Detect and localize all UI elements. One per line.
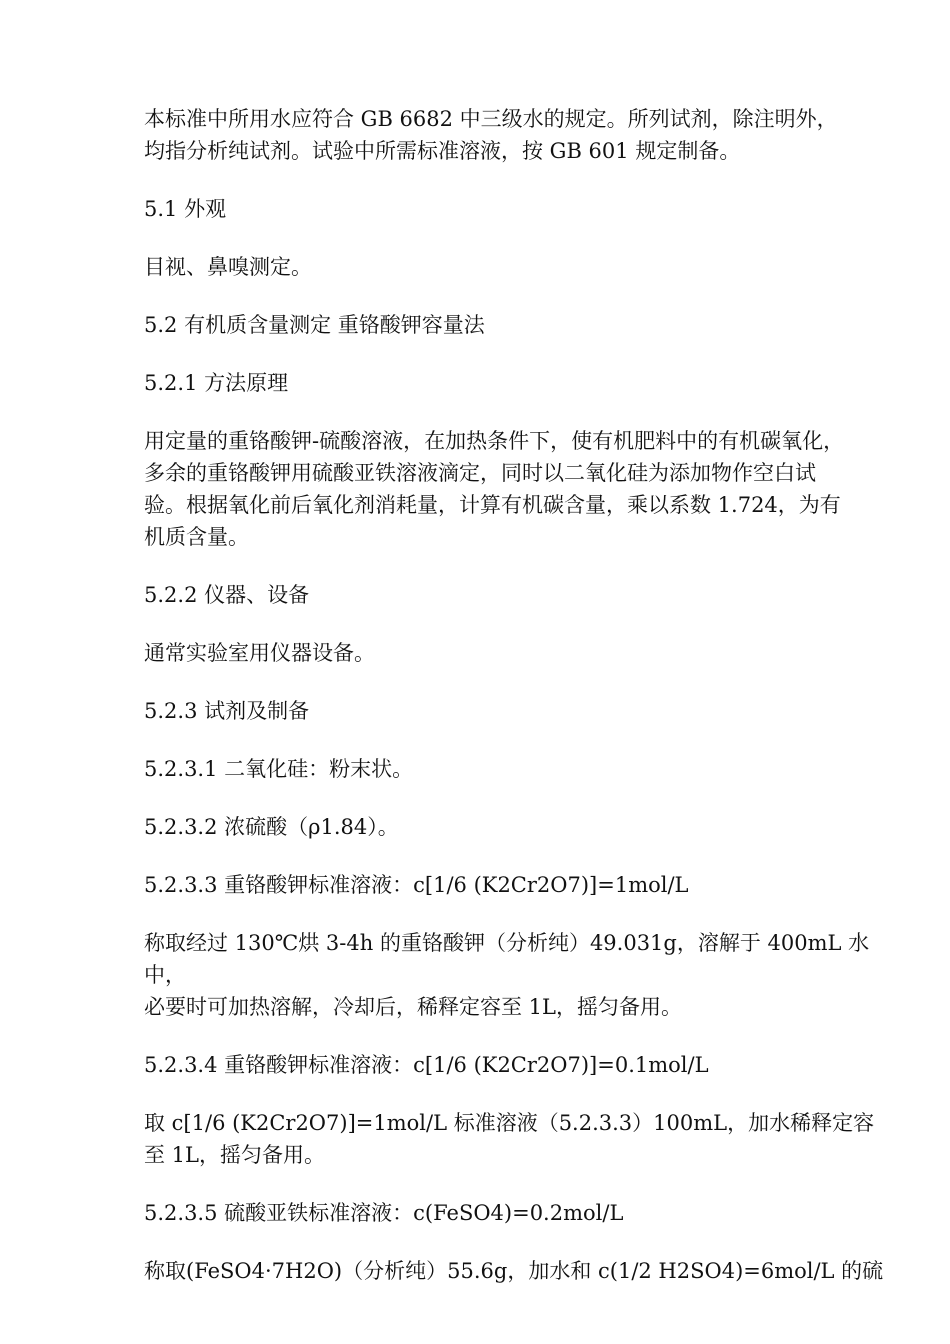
document-body xyxy=(144,103,904,1313)
heading-5-2-3: 5.2.3 试剂及制备 xyxy=(144,699,310,723)
heading-5-2-2: 5.2.2 仪器、设备 xyxy=(144,583,310,607)
item-5-2-3-1: 5.2.3.1 二氧化硅：粉末状。 xyxy=(144,757,414,781)
paragraph-prep-0-1mol: 取 c[1/6 (K2Cr2O7)]=1mol/L 标准溶液（5.2.3.3）100mL，加水稀释定容 至 1L，摇匀备用。 xyxy=(144,1111,875,1167)
paragraph-principle: 用定量的重铬酸钾-硫酸溶液，在加热条件下，使有机肥料中的有机碳氧化， 多余的重铬酸钾用硫酸亚铁溶液滴定，同时以二氧化硅为添加物作空白试 验。根据氧化前后氧化剂消耗量，计算有机碳含量，乘以系数 1.724，为有 机质含量。 xyxy=(144,429,845,549)
paragraph-prep-feso4: 称取(FeSO4·7H2O)（分析纯）55.6g，加水和 c(1/2 H2SO4)=6mol/L 的硫 xyxy=(144,1259,884,1283)
paragraph-appearance: 目视、鼻嗅测定。 xyxy=(144,255,312,279)
item-5-2-3-2: 5.2.3.2 浓硫酸（ρ1.84）。 xyxy=(144,815,399,839)
item-5-2-3-3: 5.2.3.3 重铬酸钾标准溶液：c[1/6 (K2Cr2O7)]=1mol/L xyxy=(144,873,689,897)
paragraph-prep-1mol: 称取经过 130℃烘 3-4h 的重铬酸钾（分析纯）49.031g，溶解于 400mL 水中， 必要时可加热溶解，冷却后，稀释定容至 1L，摇匀备用。 xyxy=(144,931,870,1019)
heading-5-2: 5.2 有机质含量测定 重铬酸钾容量法 xyxy=(144,313,485,337)
item-5-2-3-5: 5.2.3.5 硫酸亚铁标准溶液：c(FeSO4)=0.2mol/L xyxy=(144,1201,624,1225)
intro-paragraph: 本标准中所用水应符合 GB 6682 中三级水的规定。所列试剂，除注明外， 均指分析纯试剂。试验中所需标准溶液，按 GB 601 规定制备。 xyxy=(144,107,838,163)
paragraph-instruments: 通常实验室用仪器设备。 xyxy=(144,641,375,665)
heading-5-1: 5.1 外观 xyxy=(144,197,227,221)
item-5-2-3-4: 5.2.3.4 重铬酸钾标准溶液：c[1/6 (K2Cr2O7)]=0.1mol/L xyxy=(144,1053,709,1077)
heading-5-2-1: 5.2.1 方法原理 xyxy=(144,371,289,395)
